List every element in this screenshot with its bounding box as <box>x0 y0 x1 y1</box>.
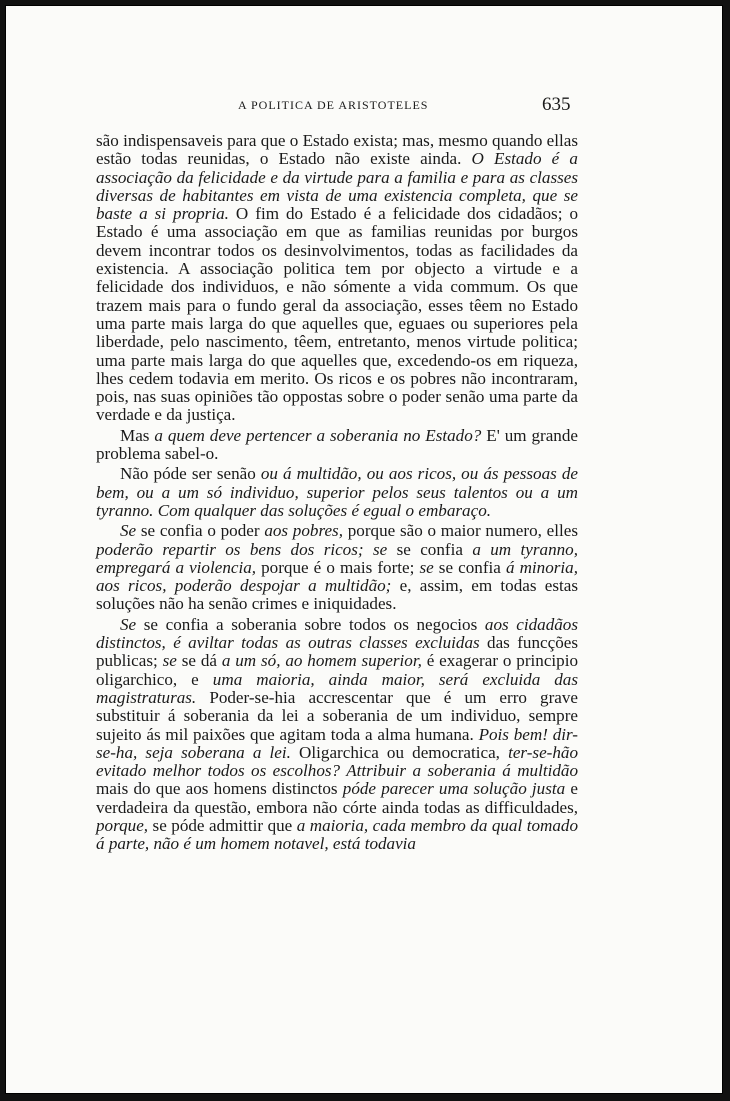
italic-text: se <box>162 651 177 671</box>
italic-text: a quem deve pertencer a soberania no Estado? <box>154 425 482 445</box>
running-title: A POLITICA DE ARISTOTELES <box>238 98 429 112</box>
italic-text: poderão repartir os bens dos ricos; se <box>96 539 388 559</box>
italic-text: Se <box>120 614 137 634</box>
text-run: E' um grande problema sabel-o. <box>96 425 578 464</box>
body-text <box>96 132 578 854</box>
book-page <box>5 5 723 1094</box>
text-run: Oligarchica ou democratica, <box>290 742 509 762</box>
italic-text: O Estado é a associação da felicidade e da virtude para a familia e para as classes diversas de habitantes em vista de uma existencia completa, que se baste a si propria. <box>96 149 578 224</box>
text-run: mais do que aos homens distinctos <box>96 779 343 799</box>
text-run: e verdadeira da questão, embora não córte ainda todas as difficuldades, <box>96 779 578 817</box>
italic-text: aos pobres, <box>264 521 343 541</box>
text-run: se dá <box>176 651 222 671</box>
text-run: se confia a soberania sobre todos os negocios <box>136 614 485 634</box>
text-run: se póde admittir que <box>148 815 297 835</box>
paragraph <box>96 616 578 854</box>
text-run: porque são o maior numero, elles <box>342 521 578 541</box>
text-run: O fim do Estado é a felicidade dos cidadãos; o Estado é uma associação em que as familias reunidas por burgos devem incontrar todos os desinvolvimentos, todas as facilidades da existencia. A associação politica tem por objecto a virtude e a felicidade dos individuos, e não sómente a vida commum. Os que trazem mais para o fundo geral da associação, esses têem no Estado uma parte mais larga do que aquelles que, eguaes ou superiores pela liberdade, pelo nascimento, têem, entretanto, menos virtude politica; uma parte mais larga do que aquelles que, excedendo-os em riqueza, lhes cedem todavia em merito. Os ricos e os pobres não incontraram, pois, nas suas opiniões tão oppostas sobre o poder senão uma parte da verdade e da justiça. <box>96 204 578 425</box>
italic-text: ou á multidão, ou aos ricos, ou ás pessoas de bem, ou a um só individuo, superior pelos seus talentos ou a um tyranno. Com qualquer das soluções é egual o embaraço. <box>96 464 578 520</box>
paragraph <box>96 522 578 613</box>
text-run: das funcções publicas; <box>96 633 578 671</box>
text-run: são indispensaveis para que o Estado exista; mas, mesmo quando ellas estão todas reunidas, o Estado não existe ainda. <box>96 131 578 169</box>
page-number: 635 <box>542 94 571 115</box>
italic-text: Se <box>120 521 137 541</box>
text-run: se confia <box>433 557 506 577</box>
text-run: Poder-se-hia accrescentar que é um erro grave substituir á soberania da lei a soberania de um individuo, sempre sujeito ás mil paixões que agitam toda a alma humana. <box>96 687 578 744</box>
paragraph <box>96 465 578 520</box>
italic-text: uma maioria, ainda maior, será excluida das magistraturas. <box>96 669 579 707</box>
italic-text: se <box>419 557 434 577</box>
italic-text: póde parecer uma solução justa <box>342 779 566 799</box>
text-run: Não póde ser senão <box>120 464 261 484</box>
italic-text: aos cidadãos distinctos, é aviltar todas as outras classes excluidas <box>96 614 578 653</box>
paragraph <box>96 132 578 425</box>
text-run: se confia <box>387 539 473 559</box>
text-run: se confia o poder <box>136 521 265 541</box>
italic-text: á minoria, aos ricos, poderão despojar a multidão; <box>96 557 578 596</box>
paragraph <box>96 427 578 464</box>
text-run: porque é o mais forte; <box>256 557 420 577</box>
italic-text: a um só, ao homem superior, <box>221 651 422 671</box>
text-run: e, assim, em todas estas soluções não ha senão crimes e iniquidades. <box>96 576 578 614</box>
running-head <box>6 94 722 118</box>
italic-text: a um tyranno, empregará a violencia, <box>96 539 578 577</box>
italic-text: porque, <box>96 815 149 835</box>
text-run: Mas <box>120 425 155 445</box>
italic-text: ter-se-hão evitado melhor todos os escolhos? Attribuir a soberania á multidão <box>96 742 578 781</box>
italic-text: Pois bem! dir-se-ha, seja soberana a lei. <box>96 724 579 762</box>
text-run: é exagerar o principio oligarchico, e <box>96 651 578 689</box>
italic-text: a maioria, cada membro da qual tomado á parte, não é um homem notavel, está todavia <box>96 815 578 854</box>
